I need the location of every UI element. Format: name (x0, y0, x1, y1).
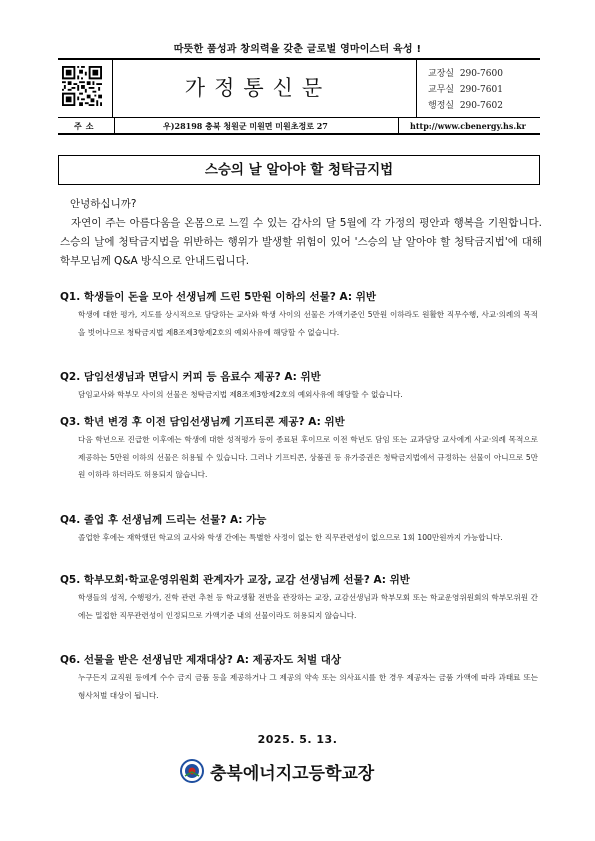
address-divider (398, 118, 399, 135)
address-text: 우)28198 충북 청원군 미원면 미원초정로 27 (163, 121, 328, 131)
header-divider (416, 58, 417, 118)
qa-item (60, 573, 538, 624)
qa-item (60, 653, 538, 704)
header-divider (112, 58, 113, 118)
phone-directory (428, 66, 503, 114)
school-motto: 따뜻한 품성과 창의력을 갖춘 글로벌 영마이스터 육성 ! (173, 44, 422, 55)
notice-headline: 스승의 날 알아야 할 청탁금지법 (58, 155, 540, 185)
qa-question: Q6. 선물을 받은 선생님만 제재대상? A: 제공자도 처벌 대상 (60, 654, 342, 666)
qa-item (60, 415, 538, 484)
qr-code-icon (62, 66, 102, 106)
qa-answer: 학생에 대한 평가, 지도를 상시적으로 담당하는 교사와 학생 사이의 선물은 가액기준인 5만원 이하라도 원활한 직무수행, 사교·의례의 목적을 벗어나므로 청탁금지법 제8조제3항제2호의 예외사유에 해당할 수 없습니다. (78, 310, 538, 337)
intro-paragraph: 자연이 주는 아름다움을 온몸으로 느낄 수 있는 감사의 달 5월에 각 가정의 평안과 행복을 기원합니다. 스승의 날에 청탁금지법을 위반하는 행위가 발생할 위험이 있어 '스승의 날 알아야 할 청탁금지법'에 대해 학부모님께 Q&A 방식으로 안내드립니다. (60, 217, 542, 267)
qa-question: Q5. 학부모회·학교운영위원회 관계자가 교장, 교감 선생님께 선물? A: 위반 (60, 574, 410, 586)
phone-entry: 교무실 290-7601 (428, 85, 503, 95)
school-emblem-icon (180, 759, 204, 783)
signature-block (180, 756, 430, 786)
qa-item (60, 513, 538, 547)
address-row (58, 118, 540, 135)
issue-date: 2025. 5. 13. (257, 733, 338, 746)
page-title: 가정통신문 (184, 76, 332, 100)
address-label: 주소 (74, 122, 98, 131)
qa-answer: 누구든지 교직원 등에게 수수 금지 금품 등을 제공하거나 그 제공의 약속 또는 의사표시를 한 경우 제공자는 금품 가액에 따라 과태료 또는 형사처벌 대상이 됩니다. (78, 673, 538, 700)
school-name: 충북에너지고등학교장 (210, 764, 375, 784)
qa-question: Q2. 담임선생님과 면담시 커피 등 음료수 제공? A: 위반 (60, 371, 321, 383)
greeting: 안녕하십니까? (70, 198, 137, 210)
website-link[interactable]: http://www.cbenergy.hs.kr (410, 121, 526, 131)
qa-item (60, 290, 538, 341)
qa-question: Q4. 졸업 후 선생님께 드리는 선물? A: 가능 (60, 514, 267, 526)
qa-answer: 담임교사와 학부모 사이의 선물은 청탁금지법 제8조제3항제2호의 예외사유에 해당할 수 없습니다. (78, 390, 403, 399)
qa-question: Q3. 학년 변경 후 이전 담임선생님께 기프티콘 제공? A: 위반 (60, 416, 345, 428)
phone-entry: 교장실 290-7600 (428, 69, 503, 79)
address-divider (114, 118, 115, 135)
qa-answer: 졸업한 후에는 재학했던 학교의 교사와 학생 간에는 특별한 사정이 없는 한 직무관련성이 없으므로 1회 100만원까지 가능합니다. (78, 533, 503, 542)
qa-item (60, 370, 538, 404)
qa-question: Q1. 학생들이 돈을 모아 선생님께 드린 5만원 이하의 선물? A: 위반 (60, 291, 376, 303)
qa-answer: 학생들의 성적, 수행평가, 진학 관련 추천 등 학교생활 전반을 관장하는 교장, 교감선생님과 학부모회 또는 학교운영위원회의 학부모위원 간에는 밀접한 직무관련성이 인정되므로 가액기준 내의 선물이라도 허용되지 않습니다. (78, 593, 538, 620)
qa-answer: 다음 학년으로 진급한 이후에는 학생에 대한 성적평가 등이 종료된 후이므로 이전 학년도 담임 또는 교과담당 교사에게 사교·의례 목적으로 제공하는 5만원 이하의 선물은 허용될 수 있습니다. 그러나 기프티콘, 상품권 등 유가증권은 청탁금지법에서 규정하는 선물이 아니므로 5만원 이하라 하더라도 허용되지 않습니다. (78, 435, 538, 479)
phone-entry: 행정실 290-7602 (428, 101, 503, 111)
